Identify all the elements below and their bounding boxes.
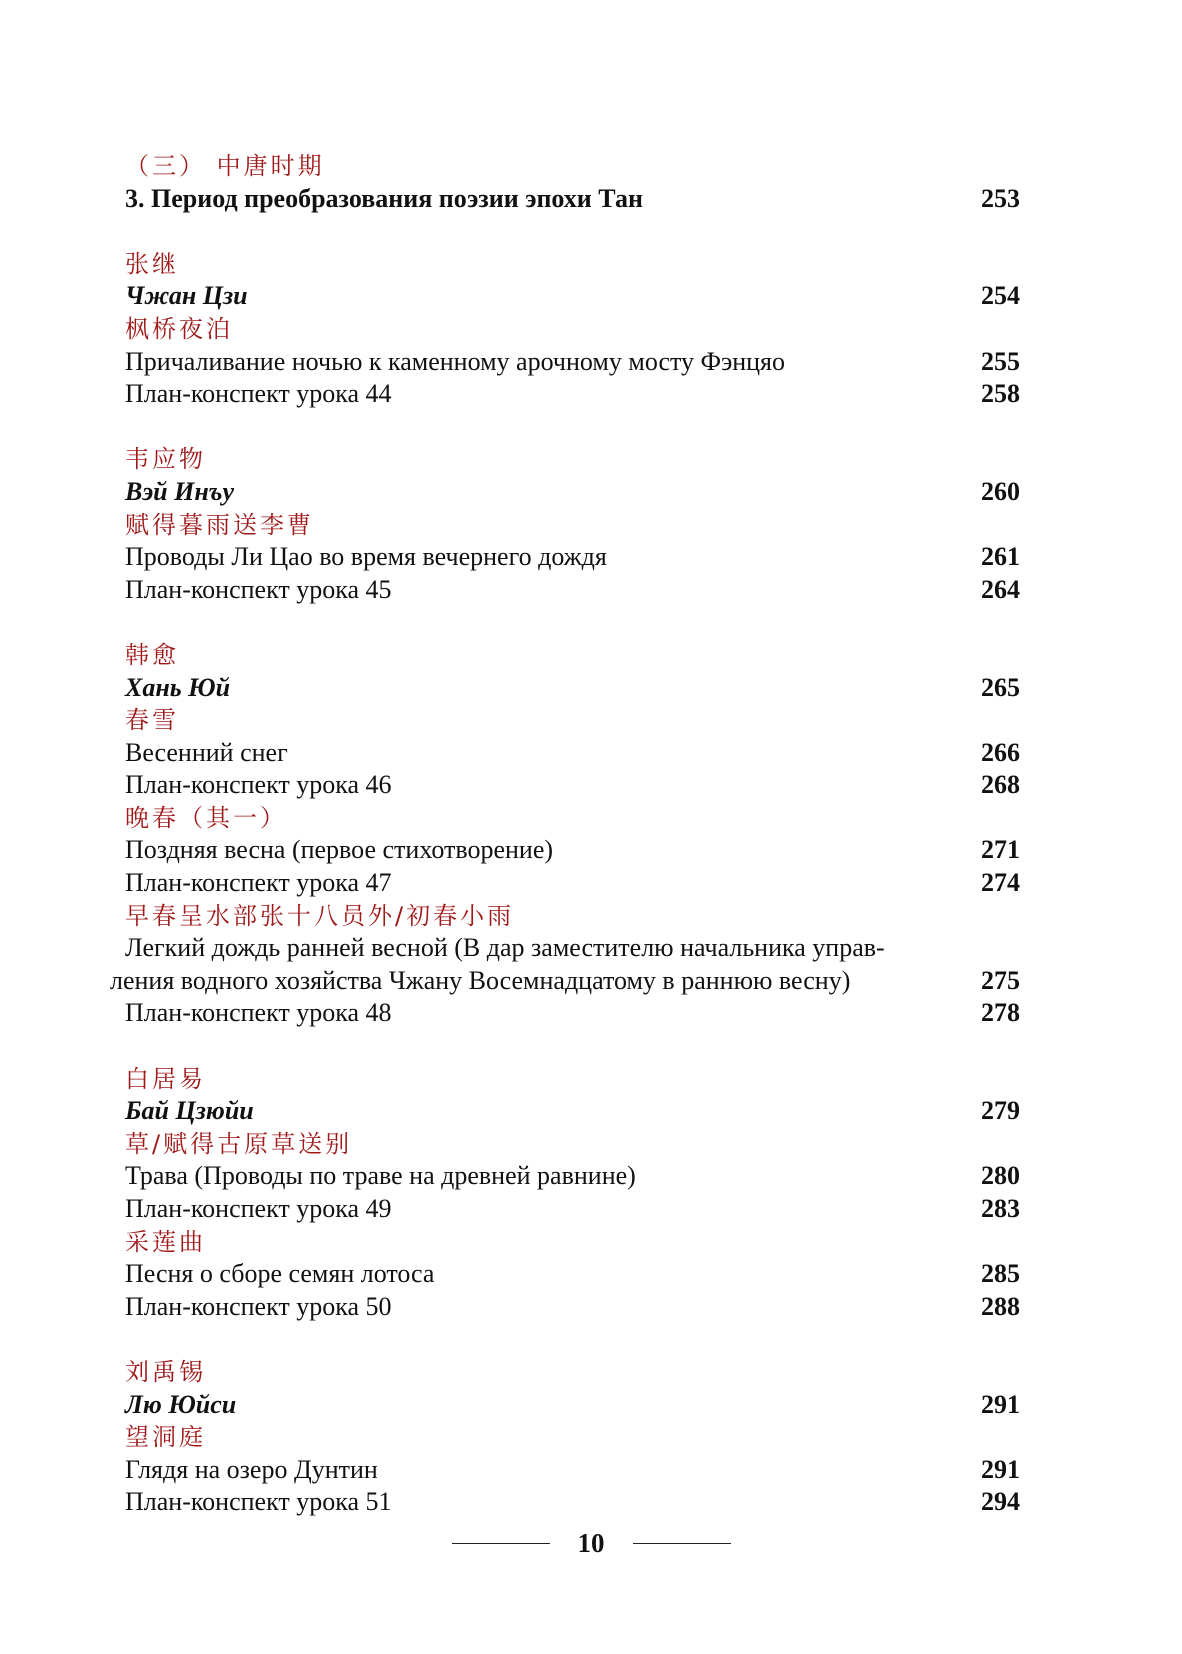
author-zh <box>125 248 1020 281</box>
work-zh-text: 草/赋得古原草送别 <box>125 1129 353 1158</box>
lesson-plan-title: План-конспект урока 48 <box>125 998 392 1028</box>
work-title: Легкий дождь ранней весной (В дар заместителю начальника управ- <box>125 933 885 963</box>
author-zh <box>125 639 1020 672</box>
author-zh <box>125 1356 1020 1389</box>
page-ref: 291 <box>981 1454 1020 1484</box>
page-ref: 280 <box>981 1161 1020 1191</box>
lesson-plan-title: План-конспект урока 44 <box>125 379 392 409</box>
toc-entry-lesson-plan[interactable] <box>125 574 1020 607</box>
author-zh-text: 白居易 <box>125 1064 206 1093</box>
toc-entry-lesson-plan[interactable] <box>125 997 1020 1030</box>
page-ref: 288 <box>981 1291 1020 1321</box>
section-heading-zh <box>125 150 1020 183</box>
page-ref: 278 <box>981 998 1020 1028</box>
page-ref: 265 <box>981 672 1020 702</box>
page-ref: 264 <box>981 574 1020 604</box>
author-zh-text: 刘禹锡 <box>125 1357 206 1386</box>
author-zh-text: 韦应物 <box>125 445 206 474</box>
section-heading-zh-text: （三） 中唐时期 <box>125 152 325 180</box>
toc-entry-work-continued[interactable] <box>110 965 1020 998</box>
page-ref: 275 <box>981 965 1020 995</box>
work-zh <box>125 900 1020 933</box>
lesson-plan-title: План-конспект урока 46 <box>125 770 392 800</box>
work-zh <box>125 802 1020 835</box>
toc-entry-work[interactable] <box>125 346 1020 379</box>
author-name: Лю Юйси <box>125 1389 237 1419</box>
work-title: Причаливание ночью к каменному арочному мосту Фэнцяо <box>125 346 786 376</box>
section-heading-title: 3. Период преобразования поэзии эпохи Тан <box>125 183 643 213</box>
toc-entry-work[interactable] <box>125 541 1020 574</box>
lesson-plan-title: План-конспект урока 47 <box>125 868 392 898</box>
lesson-plan-title: План-конспект урока 49 <box>125 1194 392 1223</box>
footer-rule-left <box>452 1543 550 1544</box>
toc-entry-lesson-plan[interactable] <box>125 1486 1020 1519</box>
toc-entry-author[interactable] <box>125 1095 1020 1128</box>
work-title: Песня о сборе семян лотоса <box>125 1259 435 1289</box>
page-ref: 283 <box>981 1194 1020 1223</box>
toc-entry-work[interactable] <box>125 1160 1020 1193</box>
toc-entry-section-heading[interactable] <box>125 183 1020 216</box>
page-ref: 255 <box>981 346 1020 376</box>
work-zh-text: 晚春（其一） <box>125 803 287 832</box>
page-footer <box>0 1528 1182 1559</box>
work-zh <box>125 509 1020 542</box>
work-zh-text: 采莲曲 <box>125 1227 206 1256</box>
toc-entry-work[interactable] <box>125 834 1020 867</box>
page-ref: 291 <box>981 1389 1020 1419</box>
work-zh <box>125 1421 1020 1454</box>
author-zh-text: 张继 <box>125 249 179 278</box>
toc-entry-lesson-plan[interactable] <box>125 1193 1020 1226</box>
author-zh <box>125 1063 1020 1096</box>
lesson-plan-title: План-конспект урока 51 <box>125 1487 392 1517</box>
work-title: Глядя на озеро Дунтин <box>125 1454 378 1484</box>
footer-rule-right <box>633 1543 731 1544</box>
work-title: Поздняя весна (первое стихотворение) <box>125 835 554 865</box>
page-ref: 279 <box>981 1096 1020 1126</box>
author-name: Бай Цзюйи <box>125 1096 254 1126</box>
page-ref: 261 <box>981 542 1020 572</box>
lesson-plan-title: План-конспект урока 45 <box>125 574 392 604</box>
work-title-continued: ления водного хозяйства Чжану Восемнадцатому в раннюю весну) <box>110 965 851 995</box>
author-name: Хань Юй <box>125 672 231 702</box>
toc-entry-author[interactable] <box>125 1389 1020 1422</box>
toc-entry-work[interactable] <box>125 1454 1020 1487</box>
work-zh-text: 春雪 <box>125 706 179 735</box>
page-ref: 258 <box>981 379 1020 409</box>
page-ref: 266 <box>981 737 1020 767</box>
work-zh-text: 枫桥夜泊 <box>125 314 233 343</box>
toc-entry-lesson-plan[interactable] <box>125 867 1020 900</box>
lesson-plan-title: План-конспект урока 50 <box>125 1291 392 1321</box>
work-zh <box>125 1226 1020 1259</box>
toc-entry-work-first-line[interactable] <box>125 932 1020 965</box>
author-zh-text: 韩愈 <box>125 640 179 669</box>
work-zh <box>125 704 1020 737</box>
page-ref: 260 <box>981 476 1020 506</box>
toc-entry-lesson-plan[interactable] <box>125 1291 1020 1324</box>
author-zh <box>125 443 1020 476</box>
work-zh-text: 望洞庭 <box>125 1423 206 1452</box>
work-title: Трава (Проводы по траве на древней равнине) <box>125 1161 636 1191</box>
page-ref: 254 <box>981 281 1020 311</box>
page-ref: 268 <box>981 770 1020 800</box>
page-ref: 253 <box>981 183 1020 213</box>
page-ref: 285 <box>981 1259 1020 1289</box>
work-zh-text: 赋得暮雨送李曹 <box>125 510 314 539</box>
toc-entry-author[interactable] <box>125 280 1020 313</box>
author-name: Вэй Инъу <box>125 476 234 506</box>
page-ref: 274 <box>981 868 1020 898</box>
work-zh <box>125 1128 1020 1161</box>
page-number: 10 <box>577 1528 605 1558</box>
toc-entry-lesson-plan[interactable] <box>125 769 1020 802</box>
work-zh <box>125 313 1020 346</box>
toc-entry-work[interactable] <box>125 1258 1020 1291</box>
work-title: Весенний снег <box>125 737 288 767</box>
table-of-contents <box>110 150 1020 1519</box>
toc-entry-lesson-plan[interactable] <box>125 378 1020 411</box>
work-title: Проводы Ли Цао во время вечернего дождя <box>125 542 607 572</box>
page-ref: 271 <box>981 835 1020 865</box>
toc-entry-work[interactable] <box>125 737 1020 770</box>
toc-entry-author[interactable] <box>125 476 1020 509</box>
author-name: Чжан Цзи <box>125 281 248 311</box>
work-zh-text: 早春呈水部张十八员外/初春小雨 <box>125 901 515 930</box>
page-ref: 294 <box>981 1487 1020 1517</box>
toc-entry-author[interactable] <box>125 672 1020 705</box>
